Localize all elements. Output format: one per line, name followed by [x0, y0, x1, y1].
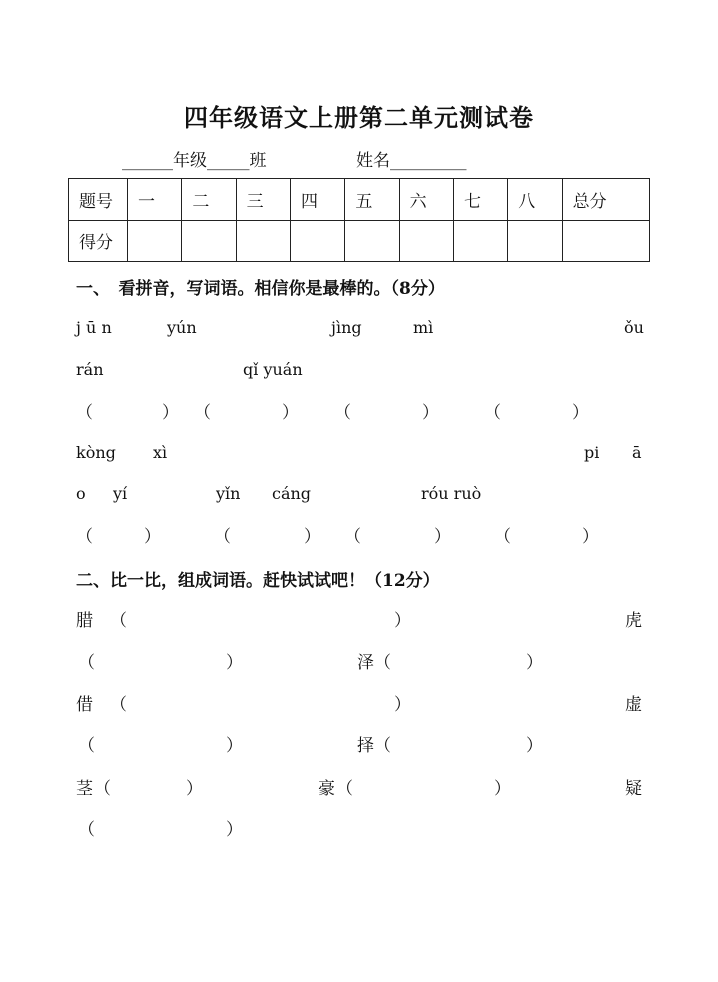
table-cell: 八 [508, 179, 562, 221]
answer-open-paren: （ [334, 403, 351, 423]
section-2-heading: 二、比一比，组成词语。赶快试试吧！（12分） [76, 571, 440, 591]
answer-open-paren: （ [194, 403, 211, 423]
table-cell: 得分 [69, 220, 128, 262]
answer-close-paren: ） [186, 779, 203, 799]
pinyin: pi [584, 443, 600, 462]
answer-close-paren: ） [526, 653, 543, 673]
answer-close-paren: ） [226, 736, 243, 756]
table-cell: 六 [399, 179, 453, 221]
table-cell: 二 [182, 179, 236, 221]
answer-open-paren: （ [484, 403, 501, 423]
pinyin: rán [76, 360, 104, 379]
table-cell: 题号 [69, 179, 128, 221]
pinyin: ǒu [624, 318, 644, 337]
answer-close-paren: ） [394, 611, 411, 631]
score-cell[interactable] [290, 220, 344, 262]
score-cell[interactable] [345, 220, 399, 262]
pinyin: j ū n [76, 318, 112, 337]
pinyin: yǐn [216, 484, 241, 503]
answer-open-paren: （ [494, 527, 511, 547]
score-table-score-row [69, 220, 650, 262]
table-cell: 七 [453, 179, 507, 221]
answer-close-paren: ） [422, 403, 439, 423]
answer-open-paren: （ [214, 527, 231, 547]
answer-open-paren: （ [336, 779, 353, 799]
score-cell[interactable] [562, 220, 649, 262]
character: 虎 [625, 611, 642, 631]
answer-open-paren: （ [76, 527, 93, 547]
answer-close-paren: ） [434, 527, 451, 547]
name-field: 姓名_________ [356, 151, 467, 171]
answer-close-paren: ） [226, 820, 243, 840]
pinyin: ā [632, 443, 642, 462]
answer-close-paren: ） [226, 653, 243, 673]
character: 疑 [625, 779, 642, 799]
answer-open-paren: （ [78, 820, 95, 840]
score-table-header-row [69, 179, 650, 221]
answer-open-paren: （ [78, 736, 95, 756]
pinyin: jìng [331, 318, 362, 337]
answer-open-paren: （ [110, 695, 127, 715]
score-cell[interactable] [128, 220, 182, 262]
character: 虚 [625, 695, 642, 715]
score-cell[interactable] [182, 220, 236, 262]
answer-open-paren: （ [374, 653, 391, 673]
score-cell[interactable] [399, 220, 453, 262]
score-cell[interactable] [453, 220, 507, 262]
answer-close-paren: ） [162, 403, 179, 423]
pinyin: róu ruò [421, 484, 482, 503]
answer-close-paren: ） [282, 403, 299, 423]
grade-class-field: ______年级_____班 [122, 151, 267, 171]
character: 泽 [357, 653, 374, 673]
pinyin: kòng [76, 443, 116, 462]
pinyin: o [76, 484, 86, 503]
table-cell: 总分 [562, 179, 649, 221]
score-cell[interactable] [508, 220, 562, 262]
character: 借 [76, 695, 93, 715]
pinyin: mì [413, 318, 434, 337]
answer-close-paren: ） [572, 403, 589, 423]
answer-open-paren: （ [78, 653, 95, 673]
character: 豪 [318, 779, 335, 799]
character: 腊 [76, 611, 93, 631]
answer-open-paren: （ [94, 779, 111, 799]
answer-close-paren: ） [394, 695, 411, 715]
page-title: 四年级语文上册第二单元测试卷 [184, 103, 534, 132]
score-table [68, 178, 650, 262]
section-1-heading: 一、 看拼音，写词语。相信你是最棒的。（8分） [76, 279, 445, 299]
answer-open-paren: （ [344, 527, 361, 547]
character: 茎 [76, 779, 93, 799]
pinyin: cáng [272, 484, 312, 503]
character: 择 [357, 736, 374, 756]
pinyin: qǐ yuán [243, 360, 303, 379]
answer-close-paren: ） [144, 527, 161, 547]
answer-close-paren: ） [526, 736, 543, 756]
answer-close-paren: ） [494, 779, 511, 799]
score-cell[interactable] [236, 220, 290, 262]
answer-open-paren: （ [374, 736, 391, 756]
answer-close-paren: ） [582, 527, 599, 547]
pinyin: xì [153, 443, 168, 462]
pinyin: yí [113, 484, 128, 503]
answer-open-paren: （ [110, 611, 127, 631]
table-cell: 一 [128, 179, 182, 221]
table-cell: 五 [345, 179, 399, 221]
table-cell: 四 [290, 179, 344, 221]
table-cell: 三 [236, 179, 290, 221]
pinyin: yún [167, 318, 197, 337]
answer-open-paren: （ [76, 403, 93, 423]
answer-close-paren: ） [304, 527, 321, 547]
